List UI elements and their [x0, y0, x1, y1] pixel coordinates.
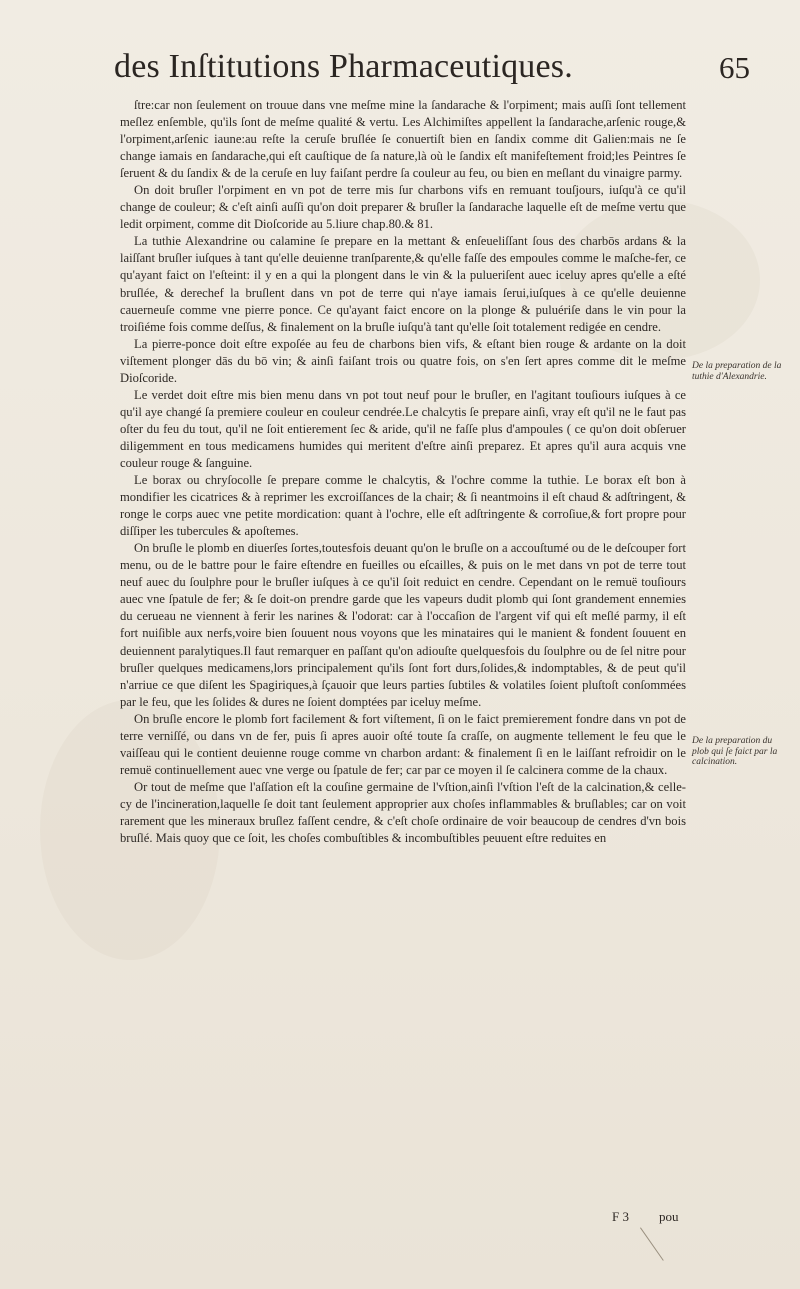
- signature-mark: F 3: [612, 1209, 629, 1224]
- paragraph-plomb-fondre: On bruſle encore le plomb fort facilement & fort viſtement, ſi on le faict premierement fondre dans vn pot de terre verniſſé, ou dans vn de fer, puis ſi apres auoir oſté toute ſa craſſe, on augmente tellement le feu que le vaiſſeau qui le contient deuienne rouge comme vn charbon ardant: & finalement ſi en le laiſſant refroidir on le remuë continuellement auec vne verge ou ſpatule de fer; car par ce moyen il ſe calcinera comme de la chaux.: [120, 711, 686, 777]
- running-title: des Inſtitutions Pharmaceutiques.: [114, 48, 573, 85]
- margin-note-plomb: De la preparation du plob qui ſe faict par la calcination.: [692, 736, 778, 767]
- paragraph-assation: Or tout de meſme que l'aſſation eſt la couſine germaine de l'vſtion,ainſi l'vſtion l'eſt de la calcination,& celle-cy de l'incineration,laquelle ſe doit tant ſeulement approprier aux choſes inflammables & bruſlables; car on voit rarement que les mineraux bruſlez faſſent cendre, & c'eſt choſe ordinaire de voir beaucoup de cendres d'vn bois bruſlé. Mais quoy que ce ſoit, les choſes combuſtibles & incombuſtibles peuuent eſtre reduites en: [120, 779, 686, 846]
- page-number: 65: [719, 50, 750, 85]
- margin-note-tuthie: De la preparation de la tuthie d'Alexandrie.: [692, 361, 782, 382]
- paragraph-verdet: Le verdet doit eſtre mis bien menu dans vn pot tout neuf pour le bruſler, en l'agitant touſiours iuſques à ce qu'il aye changé ſa premiere couleur en couleur cendrée.Le chalcytis ſe prepare ainſi, vray eſt qu'il ne le faut pas oſter du feu du tout, qu'il ne ſoit entierement ſec & aride, qu'il ne faſſe plus d'ampoules ( ce qu'on doit obſeruer diligemment en tous medicamens humides qui meritent d'eſtre ainſi preparez. Et apres qu'il aura acquis vne couleur rouge & ſanguine.: [120, 387, 686, 470]
- pencil-mark: [640, 1227, 664, 1260]
- paragraph-orpiment-sandarache: ſtre:car non ſeulement on trouue dans vne meſme mine la ſandarache & l'orpiment; mais auſſi ſont tellement meſlez enſemble, qu'ils ſont de meſme qualité & vertu. Les Alchimiſtes appellent la ſandarache,arſenic rouge,& l'orpiment,arſenic iaune:au reſte la ceruſe bruſlée ſe conuertiſt bien en ſandix comme dit Galien:mais ne ſe change iamais en ſandarache,qui eſt cauſtique de ſa nature,là où le ſandix eſt manifeſtement froid;les Peintres ſe ſeruent & du ſandix & de la ceruſe en luy faiſant perdre ſa couleur au feu, ou bien en meſlant du vinaigre parmy.: [120, 98, 686, 181]
- page-header: [100, 46, 752, 90]
- paragraph-bruſler-orpiment: On doit bruſler l'orpiment en vn pot de terre mis ſur charbons vifs en remuant touſjours, iuſqu'à ce qu'il change de couleur; & c'eſt ainſi auſſi qu'on doit preparer & bruſler la ſandarache laquelle eſt de meſme vertu que ledit orpiment, comme dit Dioſcoride au 5.liure chap.80.& 81.: [120, 183, 686, 232]
- catchword: pou: [659, 1209, 679, 1224]
- paragraph-pierre-ponce: La pierre-ponce doit eſtre expoſée au feu de charbons bien vifs, & eſtant bien rouge & ardante on la doit viſtement plonger dās du bō vin; & ainſi faiſant trois ou quatre fois, on s'en ſert apres comme dit le meſme Dioſcoride.: [120, 336, 686, 385]
- paragraph-borax: Le borax ou chryſocolle ſe prepare comme le chalcytis, & l'ochre comme la tuthie. Le borax eſt bon à mondifier les cicatrices & à reprimer les excroiſſances de la chair; & ſi neantmoins il eſt chaud & adſtringent, & ronge le corps auec vne petite mordication: quant à l'ochre, elle eſt adſtringente & corroſiue,& fort propre pour diſſiper les tubercules & apoſtemes.: [120, 473, 686, 539]
- paragraph-tuthie: La tuthie Alexandrine ou calamine ſe prepare en la mettant & enſeueliſſant ſous des charbōs ardans & la laiſſant bruſler iuſques à tant qu'elle deuienne tranſparente,& qu'elle faſſe des empoules comme le maſche-fer, ce qu'ayant faict on l'eſteint: il y en a qui la plongent dans le vin & la pulueriſent auec iceluy apres qu'elle a eſté bruſlée, & derechef la bruſlent dans vn pot de terre qui n'aye iamais ſerui,iuſques à ce qu'elle deuienne cauerneuſe comme vne pierre ponce. Ce qu'ayant faict encore on la plonge & puluériſe dans le vin pour la troiſiéme fois comme deſſus, & finalement on la bruſle iuſqu'à tant qu'elle ſoit totalement redigée en cendre.: [120, 234, 686, 334]
- paragraph-plomb: On bruſle le plomb en diuerſes ſortes,toutesfois deuant qu'on le bruſle on a accouſtumé ou de le deſcouper fort menu, ou de le battre pour le faire eſtendre en fueilles ou eſcailles, & puis on le met dans vn pot de terre tout neuf auec du ſoulphre pour le bruſler iuſques à ce qu'il ſoit reduict en cendre. Cependant on le remuë touſiours auec vne ſpatule de fer; & ſe doit-on prendre garde que les vapeurs dudit plomb qui ſont grandement ennemies du cerueau ne viennent à ferir les narines & l'odorat: car à l'occaſion de l'argent vif qui eſt meſlé parmy, il eſt fort nuiſible aux nerfs,voire bien ſouuent nous voyons que les minataires qui le manient & fondent ſouuent en deuiennent paralytiques.Il faut remarquer en paſſant qu'on adiouſte quelquesfois du ſoulphre ou de ſel nitre pour bruſler quelques medicamens,lors principalement qu'ils ſont fort durs,ſolides,& indomptables, & de peut qu'il n'arriue ce que diſent les Spagiriques,à ſçauoir que leurs parties ſubtiles & volatiles ſoient pluſtoſt conſommées par le feu, que les ſolides & dures ne ſoient domptées par iceluy meſme.: [120, 541, 686, 709]
- body-text: [120, 97, 686, 847]
